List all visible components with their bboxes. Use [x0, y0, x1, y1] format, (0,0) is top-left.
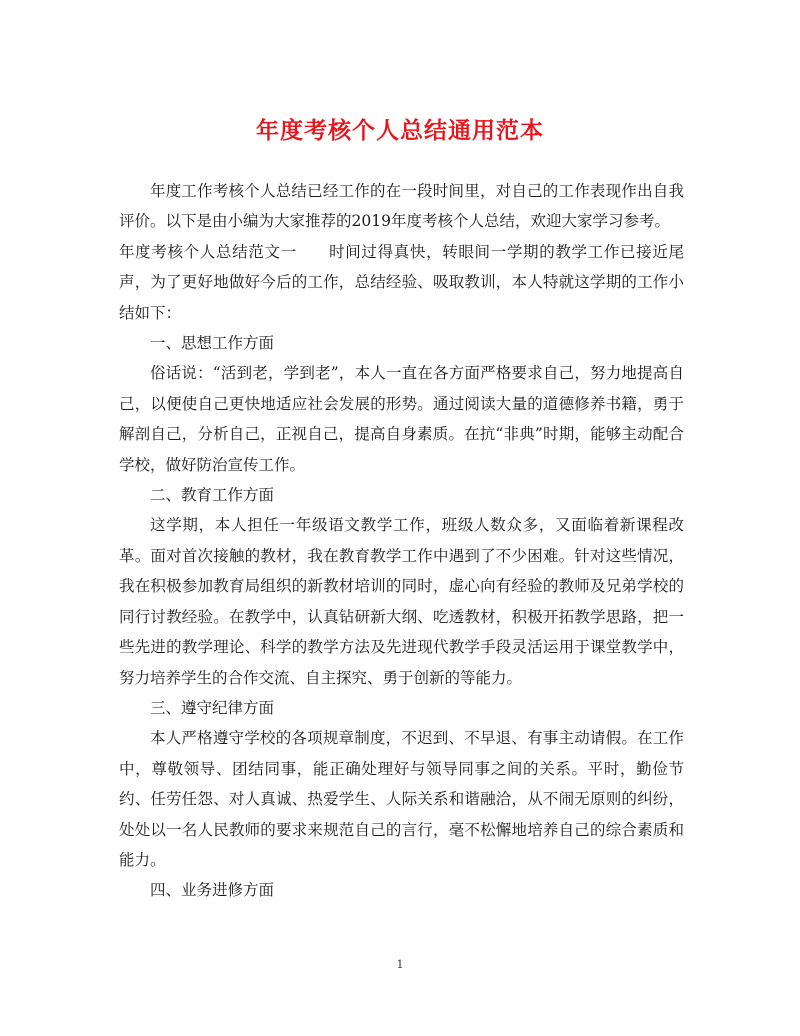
section-text-teaching: 这学期，本人担任一年级语文教学工作，班级人数众多，又面临着新课程改革。面对首次接触的教材，我在教育教学工作中遇到了不少困难。针对这些情况，我在积极参加教育局组织的新教材培训的同时，虚心向有经验的教师及兄弟学校的同行讨教经验。在教学中，认真钻研新大纲、吃透教材，积极开拓教学思路，把一些先进的教学理论、科学的教学方法及先进现代教学手段灵活运用于课堂教学中，努力培养学生的合作交流、自主探究、勇于创新的等能力。	[119, 516, 684, 687]
section-heading-thought: 一、思想工作方面	[150, 334, 275, 353]
section-heading-teaching: 二、教育工作方面	[150, 486, 275, 505]
example-intro-paragraph: 年度考核个人总结范文一 时间过得真快，转眼间一学期的教学工作已接近尾声，为了更好地做好今后的工作，总结经验、吸取教训，本人特就这学期的工作小结如下：	[119, 242, 684, 322]
section-heading-study: 四、业务进修方面	[150, 881, 275, 900]
intro-paragraph: 年度工作考核个人总结已经工作的在一段时间里，对自己的工作表现作出自我评价。以下是由小编为大家推荐的2019年度考核个人总结，欢迎大家学习参考。	[119, 182, 684, 231]
page-number: 1	[396, 958, 404, 971]
document-title: 年度考核个人总结通用范本	[256, 117, 544, 144]
section-heading-discipline: 三、遵守纪律方面	[150, 698, 275, 717]
section-text-discipline: 本人严格遵守学校的各项规章制度，不迟到、不早退、有事主动请假。在工作中，尊敬领导、团结同事，能正确处理好与领导同事之间的关系。平时，勤俭节约、任劳任怨、对人真诚、热爱学生、人际关系和谐融洽，从不闹无原则的纠纷，处处以一名人民教师的要求来规范自己的言行，毫不松懈地培养自己的综合素质和能力。	[119, 729, 684, 869]
section-text-thought: 俗话说：“活到老，学到老”，本人一直在各方面严格要求自己，努力地提高自己，以便使自己更快地适应社会发展的形势。通过阅读大量的道德修养书籍，勇于解剖自己，分析自己，正视自己，提高自身素质。在抗“非典”时期，能够主动配合学校，做好防治宣传工作。	[119, 364, 684, 474]
document-body	[119, 176, 684, 906]
